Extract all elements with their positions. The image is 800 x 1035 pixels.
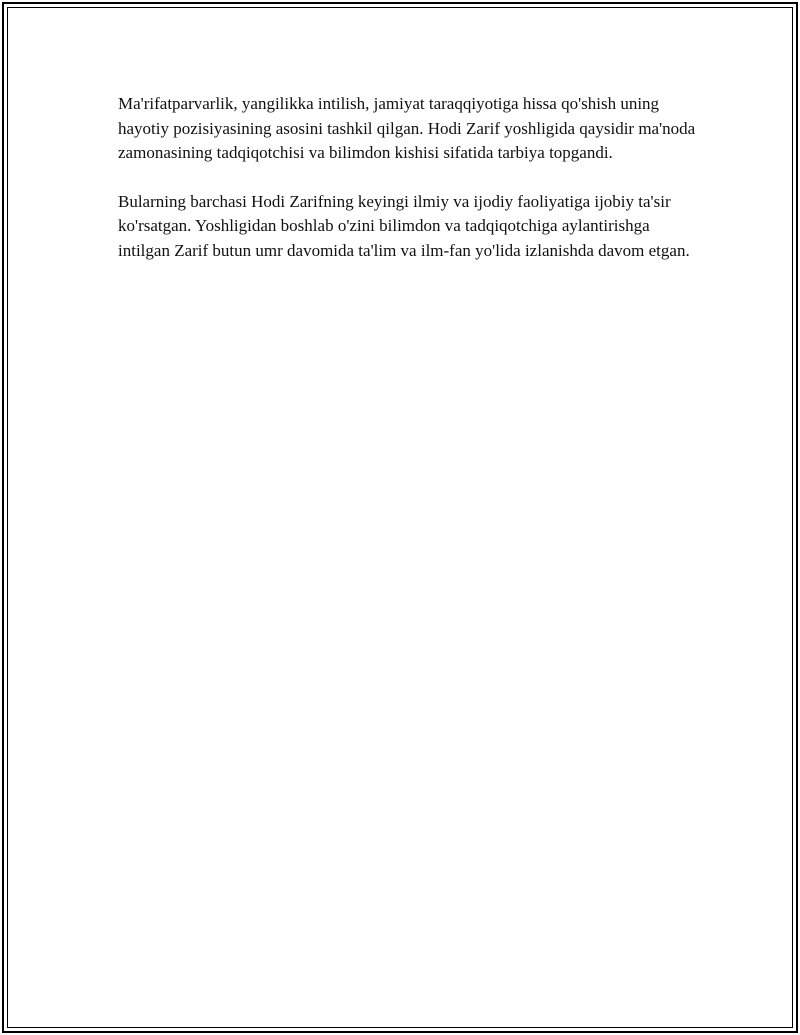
paragraph-1: Ma'rifatparvarlik, yangilikka intilish, jamiyat taraqqiyotiga hissa qo'shish uning hayotiy pozisiyasining asosini tashkil qilgan. Hodi Zarif yoshligida qaysidir ma'noda zamonasining tadqiqotchisi va bilimdon kishisi sifatida tarbiya topgandi. [118, 94, 696, 162]
document-body [118, 92, 698, 287]
paragraph-2: Bularning barchasi Hodi Zarifning keyingi ilmiy va ijodiy faoliyatiga ijobiy ta'sir ko'rsatgan. Yoshligidan boshlab o'zini bilimdon va tadqiqotchiga aylantirishga intilgan Zarif butun umr davomida ta'lim va ilm-fan yo'lida izlanishda davom etgan. [118, 191, 690, 260]
